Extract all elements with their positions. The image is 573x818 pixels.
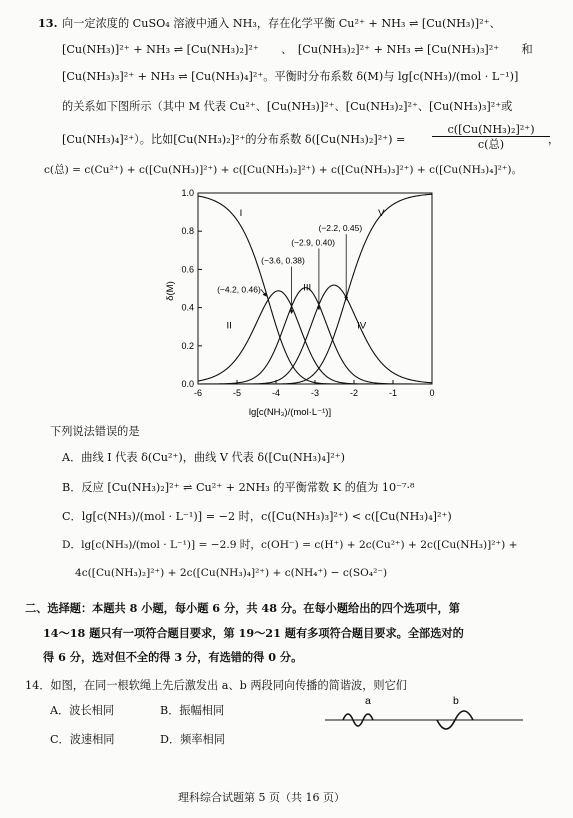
q13-option-b: B．反应 [Cu(NH₃)₂]²⁺ ⇌ Cu²⁺ + 2NH₃ 的平衡常数 K 的值为 10⁻⁷·⁸	[62, 481, 415, 494]
x-tick-label: -5	[232, 388, 242, 398]
q14-option-d: D．频率相同	[160, 733, 225, 746]
q13-line-6: c(总) = c(Cu²⁺) + c([Cu(NH₃)]²⁺) + c([Cu(NH₃)₂]²⁺) + c([Cu(NH₃)₃]²⁺) + c([Cu(NH₃)₄]²⁺)。	[44, 164, 523, 176]
page-footer: 理科综合试题第 5 页（共 16 页）	[178, 791, 345, 804]
q13-line-4: 的关系如下图所示（其中 M 代表 Cu²⁺、[Cu(NH₃)]²⁺、[Cu(NH₃)₂]²⁺、[Cu(NH₃)₃]²⁺或	[62, 100, 513, 113]
x-tick-label: -2	[349, 388, 359, 398]
curve-IV	[198, 285, 432, 384]
y-tick-label: 0.6	[181, 264, 194, 275]
wave-b-label: b	[453, 695, 459, 707]
chart-x-label: lg[c(NH₃)/(mol·L⁻¹)]	[248, 407, 332, 418]
question-13-number: 13.	[38, 16, 58, 30]
x-tick-label: -1	[388, 388, 398, 398]
q13-option-a: A．曲线 I 代表 δ(Cu²⁺)，曲线 V 代表 δ([Cu(NH₃)₄]²⁺)	[62, 451, 346, 464]
x-tick-label: 0	[429, 388, 435, 398]
wave-diagram	[325, 692, 525, 742]
q14-stem: 14．如图，在同一根软绳上先后激发出 a、b 两段同向传播的简谐波，则它们	[25, 679, 407, 692]
x-tick-label: -6	[193, 388, 203, 398]
curve-label-IV: IV	[357, 320, 367, 332]
q13-option-c: C．lg[c(NH₃)/(mol · L⁻¹)] = −2 时，c([Cu(NH₃)₃]²⁺) < c([Cu(NH₃)₄]²⁺)	[62, 510, 452, 523]
y-tick-label: 1.0	[181, 188, 194, 198]
curve-label-II: II	[226, 320, 232, 332]
curve-label-I: I	[239, 207, 243, 219]
fraction-denominator: c(总)	[477, 138, 505, 152]
q14-option-c: C．波速相同	[50, 733, 115, 746]
fraction-numerator: c([Cu(NH₃)₂]²⁺)	[432, 124, 550, 137]
chart-y-label: δ(M)	[165, 281, 176, 301]
chart-annotations	[217, 223, 362, 313]
annotation-label: (−3.6, 0.38)	[261, 255, 305, 266]
curve-label-V: V	[378, 207, 385, 219]
q13-option-d-cont: 4c([Cu(NH₃)₂]²⁺) + 2c([Cu(NH₃)₄]²⁺) + c(NH₄⁺) − c(SO₄²⁻)	[75, 567, 388, 579]
annotation-label: (−2.2, 0.45)	[318, 223, 363, 234]
q14-option-a: A．波长相同	[50, 704, 115, 717]
curve-III	[198, 288, 432, 384]
curve-label-III: III	[303, 282, 312, 294]
y-tick-label: 0.2	[181, 340, 194, 351]
q14-option-b: B．振幅相同	[160, 704, 225, 717]
curve-II	[198, 291, 432, 384]
distribution-fraction	[432, 124, 550, 150]
x-tick-label: -3	[310, 388, 320, 398]
section-2-line-1: 二、选择题：本题共 8 小题，每小题 6 分，共 48 分。在每小题给出的四个选项中，第	[25, 601, 460, 615]
y-tick-label: 0.8	[181, 226, 194, 237]
q13-line-3: [Cu(NH₃)₃]²⁺ + NH₃ ⇌ [Cu(NH₃)₄]²⁺。平衡时分布系数 δ(M)与 lg[c(NH₃)/(mol · L⁻¹)]	[62, 70, 519, 83]
q13-prompt: 下列说法错误的是	[50, 425, 140, 438]
annotation-label: (−2.9, 0.40)	[291, 237, 335, 248]
q13-line-1: 向一定浓度的 CuSO₄ 溶液中通入 NH₃，存在化学平衡 Cu²⁺ + NH₃ ⇌ [Cu(NH₃)]²⁺、	[62, 17, 501, 30]
section-2-line-2: 14～18 题只有一项符合题目要求，第 19～21 题有多项符合题目要求。全部选对的	[43, 626, 464, 640]
y-tick-label: 0.0	[181, 379, 194, 389]
y-tick-label: 0.4	[181, 302, 194, 313]
annotation-label: (−4.2, 0.46)	[217, 284, 261, 295]
section-2-line-3: 得 6 分，选对但不全的得 3 分，有选错的得 0 分。	[43, 650, 303, 664]
distribution-chart	[150, 185, 450, 420]
wave-a-label: a	[365, 695, 371, 707]
q13-line-5: [Cu(NH₃)₄]²⁺）。比如[Cu(NH₃)₂]²⁺的分布系数 δ([Cu(NH₃)₂]²⁺) =	[62, 133, 406, 146]
q13-option-d: D．lg[c(NH₃)/(mol · L⁻¹)] = −2.9 时，c(OH⁻) = c(H⁺) + 2c(Cu²⁺) + 2c([Cu(NH₃)]²⁺) +	[62, 539, 518, 551]
q13-line-2: [Cu(NH₃)]²⁺ + NH₃ ⇌ [Cu(NH₃)₂]²⁺ 、 [Cu(NH₃)₂]²⁺ + NH₃ ⇌ [Cu(NH₃)₃]²⁺ 和	[62, 43, 533, 56]
fraction-comma: ，	[548, 133, 560, 146]
x-tick-label: -4	[271, 388, 281, 398]
